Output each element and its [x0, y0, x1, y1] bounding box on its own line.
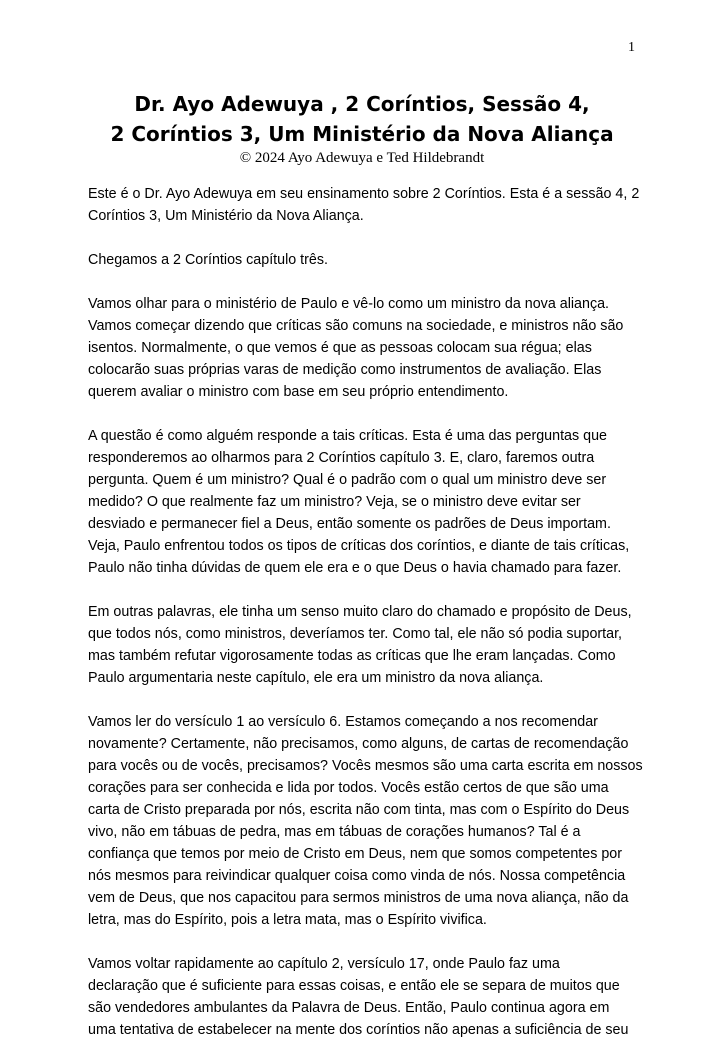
- paragraph-line: responderemos ao olharmos para 2 Coríntios capítulo 3. E, claro, faremos outra: [88, 450, 595, 466]
- paragraph-line: Este é o Dr. Ayo Adewuya em seu ensinamento sobre 2 Coríntios. Esta é a sessão 4, 2: [88, 186, 640, 202]
- paragraph: [88, 601, 644, 689]
- paragraph: [88, 711, 644, 931]
- paragraph: [88, 183, 644, 227]
- paragraph-line: Em outras palavras, ele tinha um senso muito claro do chamado e propósito de Deus,: [88, 604, 632, 620]
- paragraph-line: Vamos começar dizendo que críticas são comuns na sociedade, e ministros não são: [88, 318, 624, 334]
- document-body: [88, 183, 644, 1063]
- paragraph-line: declaração que é suficiente para essas coisas, e então ele se separa de muitos que: [88, 978, 620, 994]
- paragraph-line: uma tentativa de estabelecer na mente dos coríntios não apenas a suficiência de seu: [88, 1022, 629, 1038]
- paragraph-line: letra, mas do Espírito, pois a letra mata, mas o Espírito vivifica.: [88, 912, 487, 928]
- title-line-2: 2 Coríntios 3, Um Ministério da Nova Aliança: [110, 122, 614, 146]
- paragraph-line: pergunta. Quem é um ministro? Qual é o padrão com o qual um ministro deve ser: [88, 472, 607, 488]
- paragraph-line: vem de Deus, que nos capacitou para sermos ministros de uma nova aliança, não da: [88, 890, 629, 906]
- paragraph-line: Vamos ler do versículo 1 ao versículo 6. Estamos começando a nos recomendar: [88, 714, 598, 730]
- paragraph-line: vivo, não em tábuas de pedra, mas em tábuas de corações humanos? Tal é a: [88, 824, 581, 840]
- paragraph-line: confiança que temos por meio de Cristo em Deus, nem que somos competentes por: [88, 846, 623, 862]
- paragraph: [88, 425, 644, 579]
- paragraph: [88, 293, 644, 403]
- title-line-1: Dr. Ayo Adewuya , 2 Coríntios, Sessão 4,: [134, 92, 590, 116]
- paragraph-line: Vamos olhar para o ministério de Paulo e vê-lo como um ministro da nova aliança.: [88, 296, 610, 312]
- paragraph-line: medido? O que realmente faz um ministro? Veja, se o ministro deve evitar ser: [88, 494, 581, 510]
- paragraph-line: Veja, Paulo enfrentou todos os tipos de críticas dos coríntios, e diante de tais críticas,: [88, 538, 630, 554]
- paragraph-line: desviado e permanecer fiel a Deus, então somente os padrões de Deus importam.: [88, 516, 611, 532]
- paragraph-line: mas também refutar vigorosamente todas as críticas que lhe eram lançadas. Como: [88, 648, 616, 664]
- paragraph-line: Vamos voltar rapidamente ao capítulo 2, versículo 17, onde Paulo faz uma: [88, 956, 560, 972]
- paragraph: [88, 953, 644, 1041]
- paragraph-line: novamente? Certamente, não precisamos, como alguns, de cartas de recomendação: [88, 736, 629, 752]
- paragraph-line: Chegamos a 2 Coríntios capítulo três.: [88, 252, 328, 268]
- paragraph-line: corações para ser conhecida e lida por todos. Vocês estão certos de que são uma: [88, 780, 609, 796]
- paragraph-line: querem avaliar o ministro com base em seu próprio entendimento.: [88, 384, 509, 400]
- copyright-notice: © 2024 Ayo Adewuya e Ted Hildebrandt: [239, 150, 485, 166]
- paragraph-line: nós mesmos para reivindicar qualquer coisa como vinda de nós. Nossa competência: [88, 868, 626, 884]
- paragraph-line: Paulo não tinha dúvidas de quem ele era e o que Deus o havia chamado para fazer.: [88, 560, 622, 576]
- paragraph-line: A questão é como alguém responde a tais críticas. Esta é uma das perguntas que: [88, 428, 607, 444]
- paragraph-line: Paulo argumentaria neste capítulo, ele era um ministro da nova aliança.: [88, 670, 544, 686]
- paragraph: [88, 249, 644, 271]
- paragraph-line: que todos nós, como ministros, deveríamos ter. Como tal, ele não só podia suportar,: [88, 626, 623, 642]
- page-number: 1: [628, 40, 635, 55]
- paragraph-line: para vocês ou de vocês, precisamos? Vocês mesmos são uma carta escrita em nossos: [88, 758, 643, 774]
- paragraph-line: são vendedores ambulantes da Palavra de Deus. Então, Paulo continua agora em: [88, 1000, 610, 1016]
- paragraph-line: carta de Cristo preparada por nós, escrita não com tinta, mas com o Espírito do Deus: [88, 802, 630, 818]
- paragraph-line: Coríntios 3, Um Ministério da Nova Aliança.: [88, 208, 364, 224]
- paragraph-line: colocarão suas próprias varas de medição como instrumentos de avaliação. Elas: [88, 362, 602, 378]
- paragraph-line: isentos. Normalmente, o que vemos é que as pessoas colocam sua régua; elas: [88, 340, 592, 356]
- document-title: [0, 89, 724, 149]
